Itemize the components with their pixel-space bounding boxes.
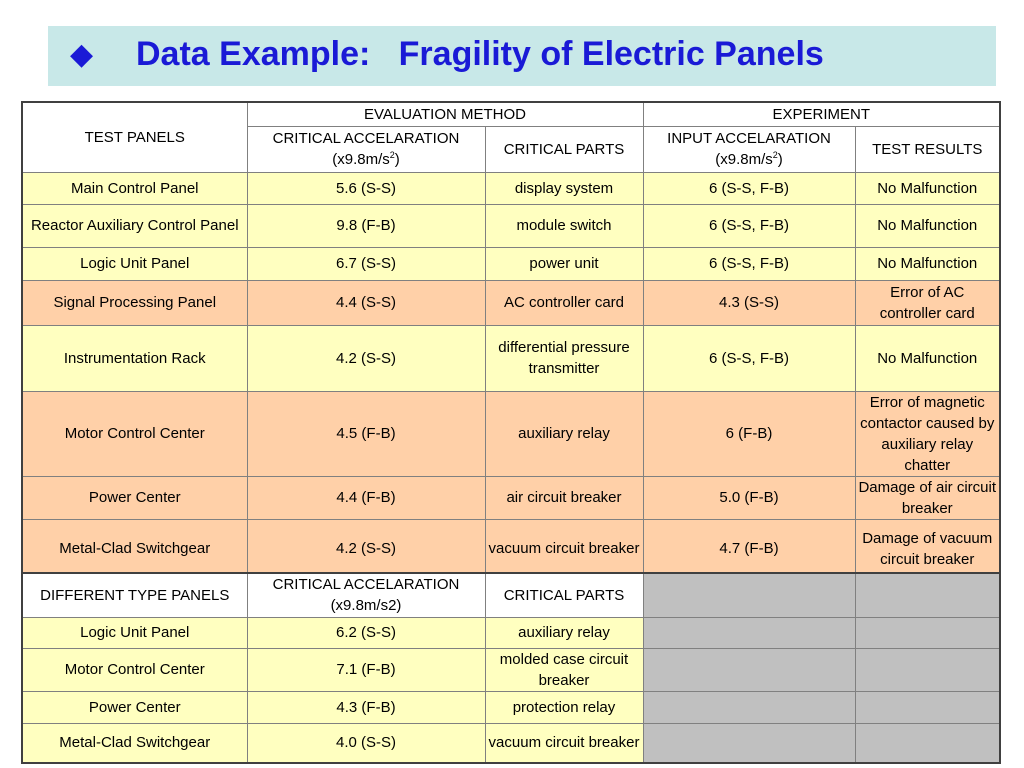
cell-accel: 4.4 (S-S) <box>247 280 485 325</box>
page-title: Data Example: Fragility of Electric Panels <box>136 35 824 73</box>
cell-part: power unit <box>485 247 643 280</box>
cell-input: 4.7 (F-B) <box>643 519 855 579</box>
cell-panel: Motor Control Center <box>22 648 247 691</box>
cell-part: protection relay <box>485 691 643 723</box>
cell-part: module switch <box>485 204 643 247</box>
empty-cell <box>643 691 855 723</box>
empty-cell <box>855 617 1000 648</box>
empty-cell <box>855 723 1000 763</box>
table-row <box>22 648 1000 691</box>
cell-panel: Motor Control Center <box>22 391 247 476</box>
cell-part: vacuum circuit breaker <box>485 519 643 579</box>
header-input-accel-sup: 2 <box>772 150 778 160</box>
cell-input: 6 (F-B) <box>643 391 855 476</box>
cell-part: air circuit breaker <box>485 476 643 519</box>
header-input-accel-unit: (x9.8m/s <box>715 151 773 168</box>
cell-part: AC controller card <box>485 280 643 325</box>
cell-panel: Logic Unit Panel <box>22 617 247 648</box>
header-experiment: EXPERIMENT <box>643 102 1000 126</box>
cell-panel: Power Center <box>22 476 247 519</box>
header-row-1 <box>22 102 1000 126</box>
table-row <box>22 204 1000 247</box>
cell-accel: 4.0 (S-S) <box>247 723 485 763</box>
cell-part: differential pressure transmitter <box>485 325 643 391</box>
table-row <box>22 617 1000 648</box>
cell-input: 4.3 (S-S) <box>643 280 855 325</box>
table-row <box>22 280 1000 325</box>
cell-accel: 4.3 (F-B) <box>247 691 485 723</box>
cell-input: 6 (S-S, F-B) <box>643 247 855 280</box>
cell-result: No Malfunction <box>855 247 1000 280</box>
diamond-bullet-icon: ◆ <box>70 37 94 72</box>
header-input-accel-line1: INPUT ACCELARATION <box>667 130 831 147</box>
cell-panel: Signal Processing Panel <box>22 280 247 325</box>
cell-panel: Main Control Panel <box>22 172 247 204</box>
header-different-type-panels: DIFFERENT TYPE PANELS <box>22 573 247 617</box>
empty-cell <box>855 573 1000 617</box>
cell-part: auxiliary relay <box>485 617 643 648</box>
header-critical-parts-2: CRITICAL PARTS <box>485 573 643 617</box>
fragility-table <box>21 101 1001 580</box>
cell-result: Error of magnetic contactor caused by auxiliary relay chatter <box>855 391 1000 476</box>
table-row <box>22 325 1000 391</box>
cell-accel: 4.4 (F-B) <box>247 476 485 519</box>
cell-accel: 7.1 (F-B) <box>247 648 485 691</box>
cell-part: vacuum circuit breaker <box>485 723 643 763</box>
cell-accel: 6.7 (S-S) <box>247 247 485 280</box>
table-row <box>22 172 1000 204</box>
cell-accel: 4.5 (F-B) <box>247 391 485 476</box>
empty-cell <box>643 617 855 648</box>
header-test-results: TEST RESULTS <box>855 126 1000 172</box>
table-row <box>22 476 1000 519</box>
header-critical-accel-unit: (x9.8m/s <box>332 151 390 168</box>
header-test-panels: TEST PANELS <box>22 102 247 172</box>
cell-result: No Malfunction <box>855 204 1000 247</box>
cell-part: molded case circuit breaker <box>485 648 643 691</box>
header-input-accel <box>643 126 855 172</box>
empty-cell <box>855 691 1000 723</box>
cell-panel: Instrumentation Rack <box>22 325 247 391</box>
different-type-table <box>21 572 1001 764</box>
empty-cell <box>643 723 855 763</box>
header-evaluation-method: EVALUATION METHOD <box>247 102 643 126</box>
cell-accel: 9.8 (F-B) <box>247 204 485 247</box>
cell-accel: 5.6 (S-S) <box>247 172 485 204</box>
header-critical-accel-2-line2: (x9.8m/s2) <box>330 597 402 615</box>
cell-result: Damage of vacuum circuit breaker <box>855 519 1000 579</box>
cell-panel: Power Center <box>22 691 247 723</box>
cell-result: No Malfunction <box>855 172 1000 204</box>
header-critical-accel-line2 <box>250 149 483 170</box>
header-critical-accel-close: ) <box>394 151 400 168</box>
cell-accel: 4.2 (S-S) <box>247 325 485 391</box>
table-row <box>22 723 1000 763</box>
cell-input: 5.0 (F-B) <box>643 476 855 519</box>
header-critical-accel-2 <box>247 573 485 617</box>
cell-panel: Metal-Clad Switchgear <box>22 519 247 579</box>
cell-result: Damage of air circuit breaker <box>855 476 1000 519</box>
cell-accel: 6.2 (S-S) <box>247 617 485 648</box>
header-critical-accel <box>247 126 485 172</box>
empty-cell <box>643 648 855 691</box>
table-row <box>22 519 1000 579</box>
table-row <box>22 391 1000 476</box>
cell-accel: 4.2 (S-S) <box>247 519 485 579</box>
table-row <box>22 247 1000 280</box>
cell-input: 6 (S-S, F-B) <box>643 204 855 247</box>
cell-panel: Metal-Clad Switchgear <box>22 723 247 763</box>
empty-cell <box>643 573 855 617</box>
header-input-accel-close: ) <box>777 151 783 168</box>
cell-panel: Logic Unit Panel <box>22 247 247 280</box>
table-row <box>22 691 1000 723</box>
header-input-accel-line2 <box>646 149 853 170</box>
cell-result: No Malfunction <box>855 325 1000 391</box>
cell-part: display system <box>485 172 643 204</box>
header-critical-accel-line1: CRITICAL ACCELARATION <box>272 130 460 147</box>
empty-cell <box>855 648 1000 691</box>
header-critical-parts: CRITICAL PARTS <box>485 126 643 172</box>
cell-part: auxiliary relay <box>485 391 643 476</box>
header-row <box>22 573 1000 617</box>
cell-input: 6 (S-S, F-B) <box>643 325 855 391</box>
cell-panel: Reactor Auxiliary Control Panel <box>22 204 247 247</box>
header-critical-accel-2-line1: CRITICAL ACCELARATION <box>272 576 460 594</box>
cell-result: Error of AC controller card <box>855 280 1000 325</box>
cell-input: 6 (S-S, F-B) <box>643 172 855 204</box>
header-critical-accel-sup: 2 <box>389 150 395 160</box>
title-bar <box>48 26 996 86</box>
